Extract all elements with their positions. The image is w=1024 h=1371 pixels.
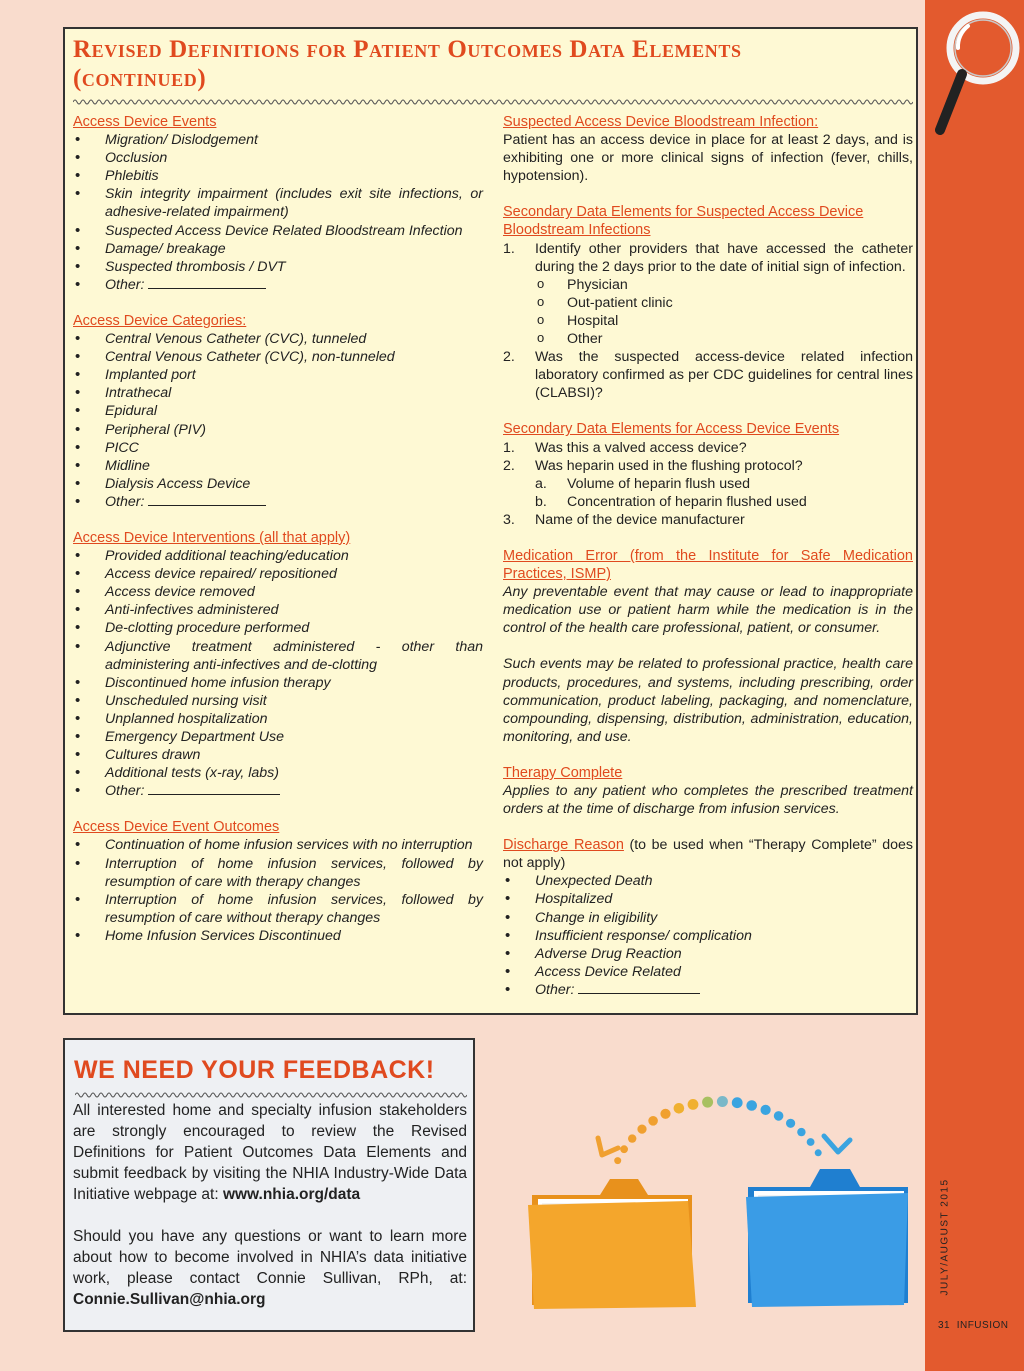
medication-error <box>503 547 913 746</box>
list-item: • Anti-infectives administered <box>73 601 483 619</box>
list-item: • Unexpected Death <box>503 872 913 890</box>
list-item: • Damage/ breakage <box>73 240 483 258</box>
access-device-interventions <box>73 529 483 800</box>
list-item: • Interruption of home infusion services, followed by resumption of care without therapy changes <box>73 891 483 927</box>
section-heading: Access Device Categories: <box>73 312 247 329</box>
list-item: • Dialysis Access Device <box>73 475 483 493</box>
list-item: • Access device removed <box>73 583 483 601</box>
arrow-dot <box>637 1125 646 1134</box>
arrow-dot <box>746 1100 757 1111</box>
list-item: • Migration/ Dislodgement <box>73 131 483 149</box>
list-item: • Interruption of home infusion services, followed by resumption of care with therapy changes <box>73 855 483 891</box>
wave-divider <box>75 1090 467 1100</box>
list-item: • Suspected thrombosis / DVT <box>73 258 483 276</box>
list-item-other: • Other: <box>73 782 483 800</box>
list-item: • Implanted port <box>73 366 483 384</box>
list-item: • Cultures drawn <box>73 746 483 764</box>
arrow-dot <box>660 1109 670 1119</box>
list-item: • Intrathecal <box>73 384 483 402</box>
list-item: • Suspected Access Device Related Bloodstream Infection <box>73 222 483 240</box>
list-item-other: • Other: <box>503 981 913 999</box>
access-device-events <box>73 113 483 294</box>
outcomes-list <box>73 836 483 945</box>
section-heading: Therapy Complete <box>503 764 623 781</box>
list-item: • Continuation of home infusion services with no interruption <box>73 836 483 854</box>
numbered-item: 2. Was heparin used in the flushing protocol? a. Volume of heparin flush used b. Concentration of heparin flushed used <box>503 457 913 511</box>
discharge-intro: (to be used when “Therapy Complete” does not apply) <box>503 837 913 872</box>
events-list <box>73 131 483 276</box>
feedback-text: All interested home and specialty infusion stakeholders are strongly encouraged to review the Revised Definitions for Patient Outcomes Data Elements and submit feedback by visiting the NHIA Industry-Wide Data Initiative webpage at: www.nhia.org/data Should you have any questions or want to learn more about how to become involved in NHIA’s data initiative work, please contact Connie Sullivan, RPh, at: Connie.Sullivan@nhia.org <box>73 1102 467 1308</box>
med-error-p2: Such events may be related to professional practice, health care products, procedures, and systems, including prescribing, order communication, product labeling, packaging, and nomenclature, compounding, dispensing, distribution, administration, education, monitoring, and use. <box>503 656 913 745</box>
access-device-categories <box>73 312 483 511</box>
arrow-dot <box>674 1103 685 1114</box>
list-item: • Epidural <box>73 402 483 420</box>
list-item: • De-clotting procedure performed <box>73 619 483 637</box>
numbered-item: 3. Name of the device manufacturer <box>503 511 745 528</box>
arrow-dot <box>732 1097 743 1108</box>
arrow-dot <box>620 1145 628 1153</box>
list-item: • Insufficient response/ complication <box>503 927 913 945</box>
numbered-item: 1. Identify other providers that have accessed the catheter during the 2 days prior to the date of initial sign of infection. o Physician o Out-patient clinic o Hospital o Other <box>503 240 913 349</box>
list-item: o Other <box>535 330 913 348</box>
discharge-reason <box>503 836 913 999</box>
med-error-p1: Any preventable event that may cause or lead to inappropriate medication use or patient harm while the medication is in the control of the health care professional, patient, or consumer. <box>503 584 913 637</box>
list-item: • Midline <box>73 457 483 475</box>
bsi-definition: Patient has an access device in place for at least 2 days, and is exhibiting one or more clinical signs of infection (fever, chills, hypotension). <box>503 132 913 185</box>
sidebar-band <box>925 0 1024 1371</box>
section-heading: Discharge Reason <box>503 837 624 854</box>
arrow-dot <box>786 1119 795 1128</box>
arrow-dot <box>688 1099 699 1110</box>
list-item: • Change in eligibility <box>503 909 913 927</box>
arrow-dot <box>702 1097 713 1108</box>
arrow-dot <box>797 1128 805 1136</box>
arrow-dot <box>614 1157 621 1164</box>
list-item: • Skin integrity impairment (includes exit site infections, or adhesive-related impairment) <box>73 185 483 221</box>
secondary-bsi <box>503 203 913 402</box>
section-heading: Secondary Data Elements for Access Device Events <box>503 421 840 438</box>
list-item: o Physician <box>535 276 913 294</box>
therapy-definition: Applies to any patient who completes the prescribed treatment orders at the time of discharge from infusion services. <box>503 783 913 818</box>
arrow-dot <box>628 1134 636 1142</box>
folders-illustration <box>520 1055 920 1315</box>
feedback-title: WE NEED YOUR FEEDBACK! <box>74 1056 435 1084</box>
list-item: • Unplanned hospitalization <box>73 710 483 728</box>
issue-date: JULY/AUGUST 2015 <box>939 1178 951 1296</box>
list-item-other: • Other: <box>73 493 483 511</box>
definitions-box <box>63 27 918 1015</box>
list-item: o Out-patient clinic <box>535 294 913 312</box>
secondary-events <box>503 420 913 529</box>
nhia-link[interactable]: www.nhia.org/data <box>222 1186 361 1203</box>
blue-folder-icon <box>746 1169 908 1307</box>
right-column <box>503 113 913 1017</box>
list-item: • Emergency Department Use <box>73 728 483 746</box>
list-item: o Hospital <box>535 312 913 330</box>
section-heading: Medication Error (from the Institute for Safe Medication Practices, ISMP) <box>503 547 913 583</box>
page-title: Revised Definitions for Patient Outcomes Data Elements (continued) <box>73 36 742 92</box>
list-item: • Adjunctive treatment administered - other than administering anti-infectives and de-clotting <box>73 638 483 674</box>
interventions-list <box>73 547 483 782</box>
list-item: • Provided additional teaching/education <box>73 547 483 565</box>
arrow-dot <box>807 1138 815 1146</box>
arrow-dot <box>774 1111 784 1121</box>
list-item: • PICC <box>73 439 483 457</box>
section-heading: Suspected Access Device Bloodstream Infection: <box>503 114 819 130</box>
page-number: 31 INFUSION <box>938 1320 1009 1331</box>
list-item: • Additional tests (x-ray, labs) <box>73 764 483 782</box>
list-item: • Access device repaired/ repositioned <box>73 565 483 583</box>
list-item: • Adverse Drug Reaction <box>503 945 913 963</box>
orange-folder-icon <box>528 1179 696 1309</box>
feedback-box <box>63 1038 475 1332</box>
list-item: • Peripheral (PIV) <box>73 421 483 439</box>
lettered-item: b. Concentration of heparin flushed used <box>535 493 807 510</box>
numbered-item: 1. Was this a valved access device? <box>503 439 747 456</box>
list-item: • Home Infusion Services Discontinued <box>73 927 483 945</box>
list-item: • Access Device Related <box>503 963 913 981</box>
arrow-dot <box>761 1105 771 1115</box>
contact-email[interactable]: Connie.Sullivan@nhia.org <box>73 1291 266 1308</box>
transfer-arrow-icon <box>614 1096 822 1164</box>
section-heading: Access Device Interventions (all that apply) <box>73 529 351 546</box>
list-item: • Central Venous Catheter (CVC), tunneled <box>73 330 483 348</box>
section-heading: Access Device Events <box>73 114 217 130</box>
list-item: • Unscheduled nursing visit <box>73 692 483 710</box>
list-item: • Occlusion <box>73 149 483 167</box>
arrow-dot <box>717 1096 728 1107</box>
bloodstream-infection <box>503 113 913 185</box>
arrow-dot <box>648 1116 658 1126</box>
access-device-event-outcomes <box>73 818 483 945</box>
list-item: • Discontinued home infusion therapy <box>73 674 483 692</box>
section-heading: Access Device Event Outcomes <box>73 819 280 836</box>
left-column <box>73 113 483 963</box>
wave-divider <box>73 97 913 107</box>
section-heading: Secondary Data Elements for Suspected Access Device Bloodstream Infections <box>503 204 864 239</box>
list-item: • Central Venous Catheter (CVC), non-tunneled <box>73 348 483 366</box>
list-item: • Hospitalized <box>503 890 913 908</box>
list-item: • Phlebitis <box>73 167 483 185</box>
numbered-item: 2. Was the suspected access-device related infection laboratory confirmed as per CDC guidelines for central lines (CLABSI)? <box>503 349 913 402</box>
list-item-other: • Other: <box>73 276 483 294</box>
categories-list <box>73 330 483 493</box>
arrow-dot <box>815 1149 822 1156</box>
lettered-item: a. Volume of heparin flush used <box>535 475 750 492</box>
magnifying-glass-icon <box>928 8 1020 140</box>
therapy-complete <box>503 764 913 818</box>
provider-options <box>535 276 913 348</box>
discharge-list <box>503 872 913 981</box>
